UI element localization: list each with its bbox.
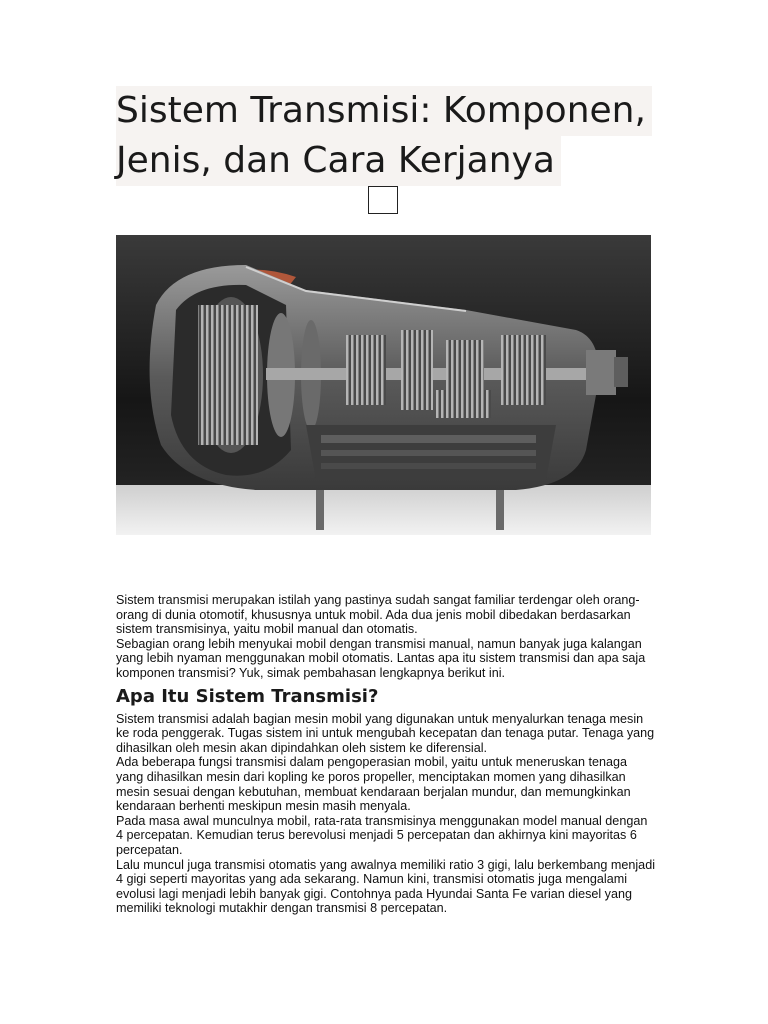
transmission-cutaway-icon	[116, 235, 651, 535]
title-line-1: Sistem Transmisi: Komponen,	[116, 86, 652, 136]
section-paragraph-2: Ada beberapa fungsi transmisi dalam pengoperasian mobil, yaitu untuk meneruskan tenaga yang dihasilkan mesin dari kopling ke poros propeller, menciptakan momen yang dihasilkan mesin sesuai dengan kebutuhan, membuat kendaraan berjalan mundur, dan memungkinkan kendaraan berhenti meskipun mesin masih menyala.	[116, 755, 631, 814]
transmission-image	[116, 235, 651, 535]
section-paragraph-3: Pada masa awal munculnya mobil, rata-rata transmisinya menggunakan model manual dengan 4 percepatan. Kemudian terus berevolusi menjadi 5 percepatan dan akhirnya kini mayoritas 6 percepatan.	[116, 813, 648, 857]
section-heading: Apa Itu Sistem Transmisi?	[116, 685, 379, 707]
title-line-2: Jenis, dan Cara Kerjanya	[116, 136, 561, 186]
intro-paragraph-2: Sebagian orang lebih menyukai mobil dengan transmisi manual, namun banyak juga kalangan yang lebih nyaman menggunakan mobil otomatis. Lantas apa itu sistem transmisi dan apa saja komponen transmisi? Yuk, simak pembahasan lengkapnya berikut ini.	[116, 636, 646, 680]
page-title	[116, 86, 656, 186]
section-paragraph-1: Sistem transmisi adalah bagian mesin mobil yang digunakan untuk menyalurkan tenaga mesin ke roda penggerak. Tugas sistem ini untuk mengubah kecepatan dan tenaga putar. Tenaga yang dihasilkan oleh mesin akan dipindahkan oleh sistem ke diferensial.	[116, 711, 655, 755]
intro-paragraph-1: Sistem transmisi merupakan istilah yang pastinya sudah sangat familiar terdengar oleh orang-orang di dunia otomotif, khususnya untuk mobil. Ada dua jenis mobil dibedakan berdasarkan sistem transmisinya, yaitu mobil manual dan otomatis.	[116, 593, 640, 637]
section-paragraph-4: Lalu muncul juga transmisi otomatis yang awalnya memiliki ratio 3 gigi, lalu berkembang menjadi 4 gigi seperti mayoritas yang ada sekarang. Namun kini, transmisi otomatis juga mengalami evolusi lagi menjadi lebih banyak gigi. Contohnya pada Hyundai Santa Fe varian diesel yang memiliki teknologi mutakhir dengan transmisi 8 percepatan.	[116, 857, 655, 916]
missing-glyph-box	[368, 186, 398, 214]
article-body	[116, 593, 656, 916]
